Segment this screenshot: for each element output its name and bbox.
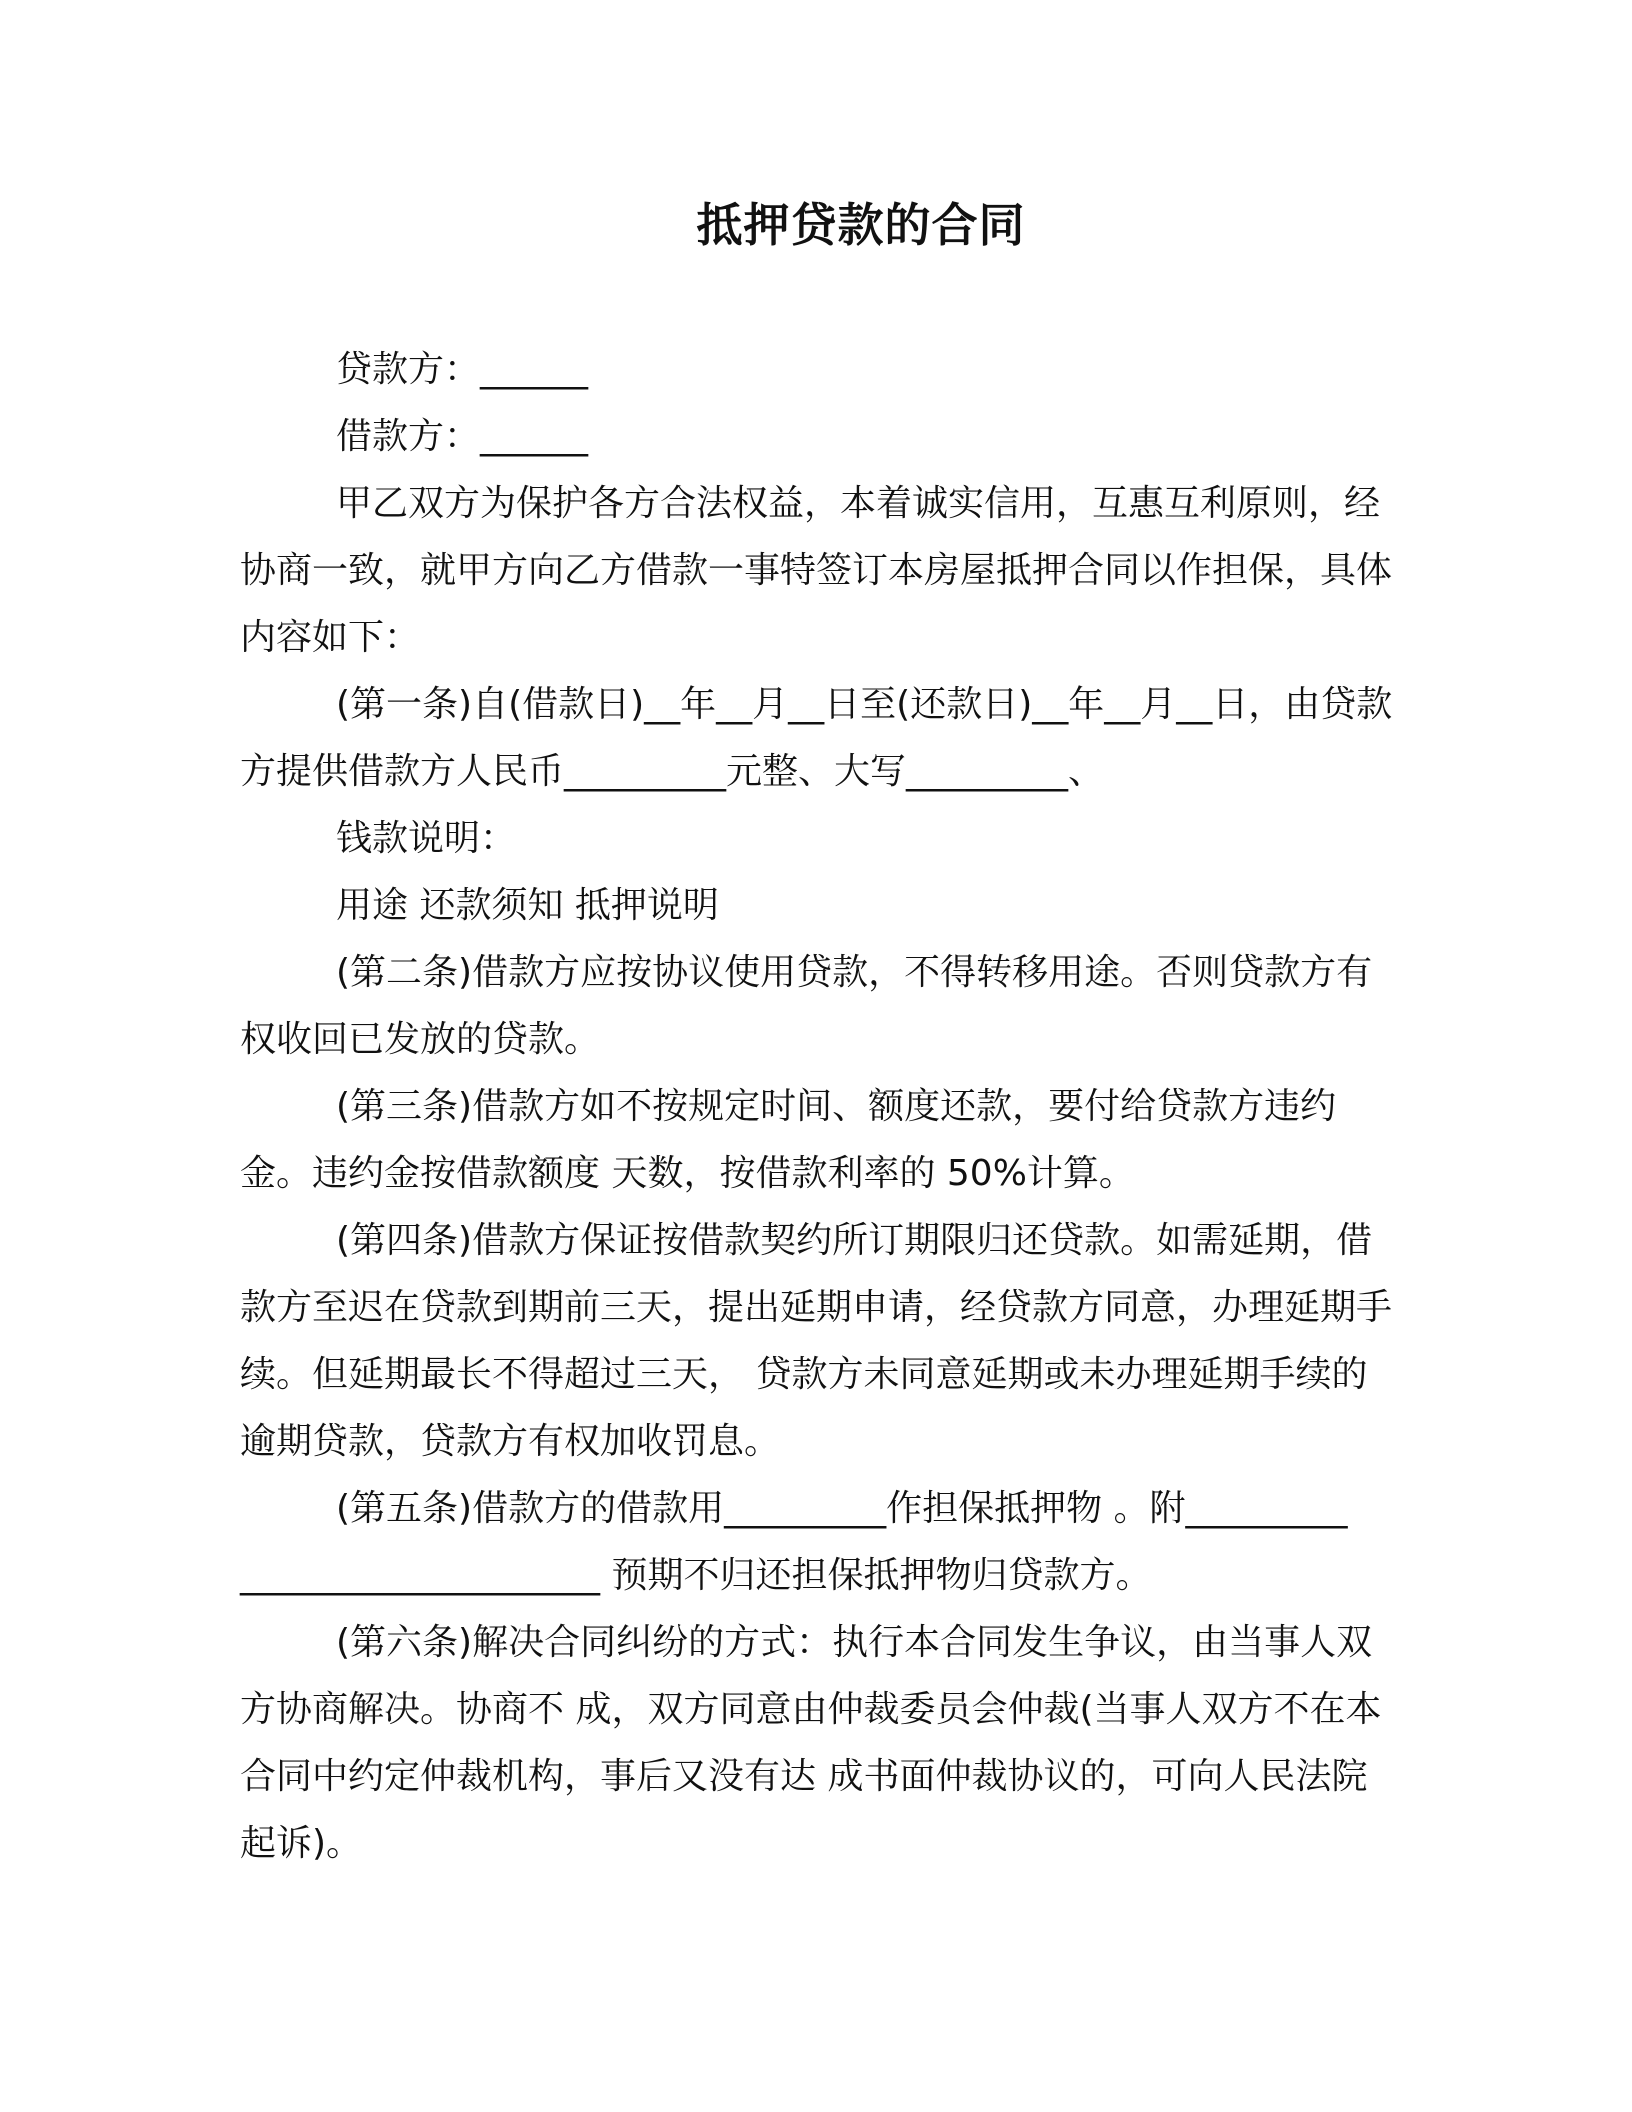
payment-explanation-label: 钱款说明： xyxy=(336,818,517,859)
article-4-paragraph: (第四条)借款方保证按借款契约所订期限归还贷款。如需延期，借款方至迟在贷款到期前三天，提出延期申请，经贷款方同意，办理延期手续。但延期最长不得超过三天， 贷款方未同意延期或未办理延期手续的逾期贷款，贷款方有权加收罚息。 xyxy=(240,1220,1393,1462)
document-title: 抵押贷款的合同 xyxy=(696,198,1026,252)
borrower-line: 借款方：______ xyxy=(336,416,589,457)
article-2-paragraph: (第二条)借款方应按协议使用贷款，不得转移用途。否则贷款方有权收回已发放的贷款。 xyxy=(240,952,1373,1060)
preamble-paragraph: 甲乙双方为保护各方合法权益，本着诚实信用，互惠互利原则，经协商一致，就甲方向乙方借款一事特签订本房屋抵押合同以作担保，具体内容如下： xyxy=(240,483,1393,658)
article-6-paragraph: (第六条)解决合同纠纷的方式：执行本合同发生争议，由当事人双方协商解决。协商不 成，双方同意由仲裁委员会仲裁(当事人双方不在本合同中约定仲裁机构，事后又没有达 成书面仲裁协议的，可向人民法院起诉)。 xyxy=(240,1622,1382,1864)
document-body xyxy=(240,336,1396,1877)
lender-line: 贷款方：______ xyxy=(336,349,589,390)
article-1-paragraph: (第一条)自(借款日)__年__月__日至(还款日)__年__月__日，由贷款方提供借款方人民币_________元整、大写_________、 xyxy=(240,684,1393,792)
article-3-paragraph: (第三条)借款方如不按规定时间、额度还款，要付给贷款方违约金。违约金按借款额度 天数，按借款利率的 50%计算。 xyxy=(240,1086,1337,1194)
article-5-paragraph: (第五条)借款方的借款用_________作担保抵押物 。附_________ ____________________ 预期不归还担保抵押物归贷款方。 xyxy=(240,1488,1348,1596)
payment-explanation-items: 用途 还款须知 抵押说明 xyxy=(336,885,719,926)
